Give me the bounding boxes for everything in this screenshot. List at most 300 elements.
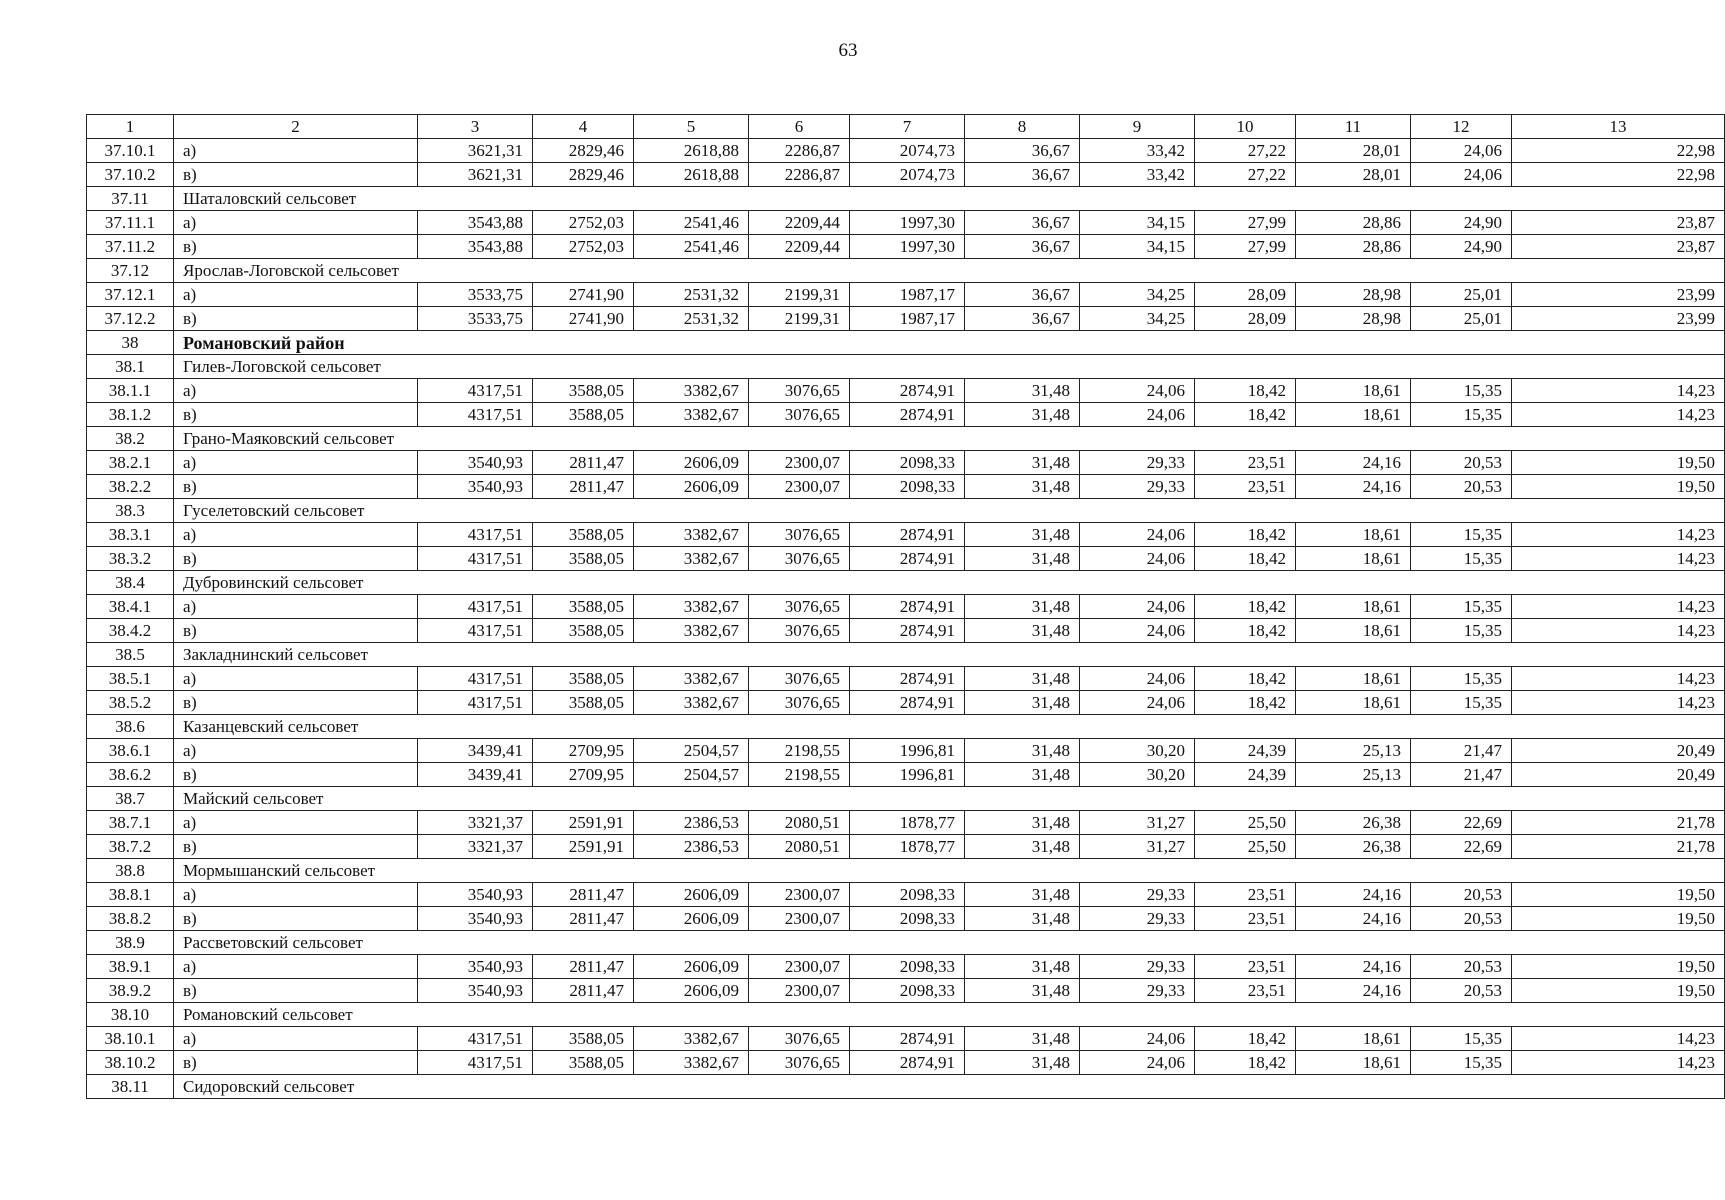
value-cell: 3076,65 (749, 595, 850, 619)
value-cell: 14,23 (1512, 547, 1725, 571)
row-code: 38 (87, 331, 174, 355)
value-cell: 3533,75 (418, 283, 533, 307)
value-cell: 4317,51 (418, 547, 533, 571)
row-code: 38.4.1 (87, 595, 174, 619)
value-cell: 24,06 (1080, 619, 1195, 643)
value-cell: 3076,65 (749, 547, 850, 571)
row-label: а) (174, 667, 418, 691)
value-cell: 3588,05 (533, 619, 634, 643)
value-cell: 14,23 (1512, 403, 1725, 427)
value-cell: 1997,30 (850, 235, 965, 259)
value-cell: 24,06 (1411, 163, 1512, 187)
value-cell: 1996,81 (850, 763, 965, 787)
value-cell: 19,50 (1512, 907, 1725, 931)
value-cell: 24,39 (1195, 763, 1296, 787)
row-label: в) (174, 403, 418, 427)
value-cell: 2080,51 (749, 835, 850, 859)
column-header-12: 12 (1411, 115, 1512, 139)
section-row (87, 499, 1725, 523)
value-cell: 4317,51 (418, 379, 533, 403)
table-row (87, 667, 1725, 691)
value-cell: 15,35 (1411, 1051, 1512, 1075)
value-cell: 29,33 (1080, 451, 1195, 475)
value-cell: 3076,65 (749, 667, 850, 691)
value-cell: 2752,03 (533, 235, 634, 259)
value-cell: 24,06 (1080, 403, 1195, 427)
value-cell: 31,48 (965, 763, 1080, 787)
section-row (87, 859, 1725, 883)
row-code: 38.10.1 (87, 1027, 174, 1051)
value-cell: 2874,91 (850, 403, 965, 427)
value-cell: 28,09 (1195, 307, 1296, 331)
column-header-7: 7 (850, 115, 965, 139)
value-cell: 3382,67 (634, 547, 749, 571)
value-cell: 22,98 (1512, 139, 1725, 163)
value-cell: 18,42 (1195, 1027, 1296, 1051)
value-cell: 2300,07 (749, 475, 850, 499)
value-cell: 2741,90 (533, 307, 634, 331)
value-cell: 20,53 (1411, 979, 1512, 1003)
value-cell: 3588,05 (533, 379, 634, 403)
row-code: 37.12.2 (87, 307, 174, 331)
value-cell: 31,48 (965, 739, 1080, 763)
value-cell: 2198,55 (749, 763, 850, 787)
value-cell: 1878,77 (850, 811, 965, 835)
value-cell: 3543,88 (418, 211, 533, 235)
value-cell: 28,98 (1296, 307, 1411, 331)
row-code: 38.3 (87, 499, 174, 523)
value-cell: 2286,87 (749, 139, 850, 163)
value-cell: 19,50 (1512, 475, 1725, 499)
value-cell: 18,42 (1195, 691, 1296, 715)
row-code: 38.2 (87, 427, 174, 451)
value-cell: 3382,67 (634, 523, 749, 547)
value-cell: 2811,47 (533, 451, 634, 475)
value-cell: 2531,32 (634, 283, 749, 307)
value-cell: 3076,65 (749, 1027, 850, 1051)
value-cell: 3588,05 (533, 523, 634, 547)
value-cell: 27,22 (1195, 163, 1296, 187)
column-header-9: 9 (1080, 115, 1195, 139)
value-cell: 20,49 (1512, 763, 1725, 787)
value-cell: 18,61 (1296, 1051, 1411, 1075)
value-cell: 20,53 (1411, 883, 1512, 907)
value-cell: 24,06 (1080, 691, 1195, 715)
value-cell: 2199,31 (749, 307, 850, 331)
table-row (87, 763, 1725, 787)
value-cell: 29,33 (1080, 955, 1195, 979)
value-cell: 18,61 (1296, 667, 1411, 691)
value-cell: 31,48 (965, 1051, 1080, 1075)
value-cell: 3076,65 (749, 691, 850, 715)
value-cell: 31,48 (965, 835, 1080, 859)
value-cell: 31,48 (965, 451, 1080, 475)
value-cell: 2300,07 (749, 907, 850, 931)
value-cell: 2829,46 (533, 163, 634, 187)
value-cell: 3543,88 (418, 235, 533, 259)
value-cell: 3540,93 (418, 907, 533, 931)
value-cell: 18,42 (1195, 523, 1296, 547)
value-cell: 2752,03 (533, 211, 634, 235)
table-row (87, 379, 1725, 403)
value-cell: 25,01 (1411, 307, 1512, 331)
value-cell: 2098,33 (850, 907, 965, 931)
section-title: Гуселетовский сельсовет (174, 499, 1725, 523)
row-label: в) (174, 619, 418, 643)
row-code: 38.7 (87, 787, 174, 811)
value-cell: 3540,93 (418, 883, 533, 907)
row-label: а) (174, 283, 418, 307)
column-header-3: 3 (418, 115, 533, 139)
row-label: а) (174, 451, 418, 475)
value-cell: 15,35 (1411, 691, 1512, 715)
row-label: в) (174, 979, 418, 1003)
value-cell: 25,13 (1296, 763, 1411, 787)
value-cell: 3540,93 (418, 955, 533, 979)
row-code: 38.1 (87, 355, 174, 379)
column-header-4: 4 (533, 115, 634, 139)
value-cell: 31,48 (965, 883, 1080, 907)
section-title: Мормышанский сельсовет (174, 859, 1725, 883)
value-cell: 30,20 (1080, 739, 1195, 763)
value-cell: 23,51 (1195, 955, 1296, 979)
value-cell: 31,48 (965, 907, 1080, 931)
section-row (87, 931, 1725, 955)
value-cell: 3382,67 (634, 1027, 749, 1051)
value-cell: 24,06 (1080, 523, 1195, 547)
value-cell: 36,67 (965, 307, 1080, 331)
value-cell: 2829,46 (533, 139, 634, 163)
row-label: а) (174, 379, 418, 403)
value-cell: 24,16 (1296, 475, 1411, 499)
value-cell: 21,47 (1411, 763, 1512, 787)
value-cell: 2811,47 (533, 907, 634, 931)
value-cell: 20,53 (1411, 475, 1512, 499)
value-cell: 23,51 (1195, 451, 1296, 475)
row-label: в) (174, 907, 418, 931)
section-title: Шаталовский сельсовет (174, 187, 1725, 211)
value-cell: 15,35 (1411, 1027, 1512, 1051)
section-title: Рассветовский сельсовет (174, 931, 1725, 955)
value-cell: 2504,57 (634, 763, 749, 787)
value-cell: 36,67 (965, 163, 1080, 187)
section-row (87, 355, 1725, 379)
section-title: Дубровинский сельсовет (174, 571, 1725, 595)
value-cell: 24,06 (1411, 139, 1512, 163)
value-cell: 2606,09 (634, 451, 749, 475)
value-cell: 2874,91 (850, 595, 965, 619)
table-row (87, 211, 1725, 235)
value-cell: 29,33 (1080, 979, 1195, 1003)
section-title: Сидоровский сельсовет (174, 1075, 1725, 1099)
table-row (87, 283, 1725, 307)
value-cell: 2504,57 (634, 739, 749, 763)
value-cell: 4317,51 (418, 595, 533, 619)
value-cell: 2098,33 (850, 451, 965, 475)
value-cell: 2098,33 (850, 475, 965, 499)
value-cell: 2591,91 (533, 811, 634, 835)
table-row (87, 235, 1725, 259)
value-cell: 3382,67 (634, 619, 749, 643)
value-cell: 2386,53 (634, 811, 749, 835)
value-cell: 22,69 (1411, 811, 1512, 835)
row-code: 38.10 (87, 1003, 174, 1027)
value-cell: 4317,51 (418, 619, 533, 643)
value-cell: 22,69 (1411, 835, 1512, 859)
row-label: в) (174, 235, 418, 259)
value-cell: 24,90 (1411, 235, 1512, 259)
value-cell: 2811,47 (533, 883, 634, 907)
value-cell: 4317,51 (418, 667, 533, 691)
value-cell: 3533,75 (418, 307, 533, 331)
value-cell: 31,48 (965, 955, 1080, 979)
value-cell: 18,61 (1296, 523, 1411, 547)
column-header-10: 10 (1195, 115, 1296, 139)
row-code: 38.8 (87, 859, 174, 883)
value-cell: 31,48 (965, 379, 1080, 403)
table-row (87, 523, 1725, 547)
value-cell: 34,25 (1080, 283, 1195, 307)
value-cell: 4317,51 (418, 1051, 533, 1075)
value-cell: 2098,33 (850, 883, 965, 907)
row-code: 38.8.2 (87, 907, 174, 931)
value-cell: 2098,33 (850, 955, 965, 979)
column-header-8: 8 (965, 115, 1080, 139)
value-cell: 2811,47 (533, 955, 634, 979)
value-cell: 2300,07 (749, 955, 850, 979)
value-cell: 19,50 (1512, 883, 1725, 907)
table-row (87, 691, 1725, 715)
value-cell: 18,42 (1195, 403, 1296, 427)
value-cell: 27,99 (1195, 211, 1296, 235)
value-cell: 4317,51 (418, 523, 533, 547)
table-row (87, 403, 1725, 427)
value-cell: 3588,05 (533, 1027, 634, 1051)
value-cell: 2874,91 (850, 379, 965, 403)
row-code: 38.4 (87, 571, 174, 595)
value-cell: 27,22 (1195, 139, 1296, 163)
column-header-2: 2 (174, 115, 418, 139)
value-cell: 1987,17 (850, 307, 965, 331)
value-cell: 15,35 (1411, 667, 1512, 691)
table-row (87, 475, 1725, 499)
value-cell: 2541,46 (634, 235, 749, 259)
value-cell: 31,27 (1080, 811, 1195, 835)
value-cell: 19,50 (1512, 955, 1725, 979)
value-cell: 2709,95 (533, 763, 634, 787)
row-code: 38.1.1 (87, 379, 174, 403)
value-cell: 18,61 (1296, 403, 1411, 427)
value-cell: 3076,65 (749, 619, 850, 643)
district-title: Романовский район (174, 331, 1725, 355)
value-cell: 24,39 (1195, 739, 1296, 763)
value-cell: 3382,67 (634, 595, 749, 619)
value-cell: 2874,91 (850, 547, 965, 571)
value-cell: 29,33 (1080, 907, 1195, 931)
value-cell: 2591,91 (533, 835, 634, 859)
value-cell: 2618,88 (634, 139, 749, 163)
row-code: 37.12 (87, 259, 174, 283)
value-cell: 2074,73 (850, 139, 965, 163)
value-cell: 2198,55 (749, 739, 850, 763)
section-title: Казанцевский сельсовет (174, 715, 1725, 739)
section-title: Ярослав-Логовской сельсовет (174, 259, 1725, 283)
value-cell: 18,61 (1296, 547, 1411, 571)
row-code: 38.5.1 (87, 667, 174, 691)
value-cell: 3076,65 (749, 523, 850, 547)
value-cell: 28,01 (1296, 163, 1411, 187)
row-code: 38.7.1 (87, 811, 174, 835)
value-cell: 24,06 (1080, 1027, 1195, 1051)
value-cell: 2811,47 (533, 475, 634, 499)
row-code: 38.3.2 (87, 547, 174, 571)
table-row (87, 907, 1725, 931)
table-row (87, 547, 1725, 571)
value-cell: 2209,44 (749, 235, 850, 259)
value-cell: 3382,67 (634, 1051, 749, 1075)
value-cell: 15,35 (1411, 595, 1512, 619)
table-row (87, 1051, 1725, 1075)
value-cell: 14,23 (1512, 667, 1725, 691)
value-cell: 3076,65 (749, 379, 850, 403)
row-code: 38.10.2 (87, 1051, 174, 1075)
value-cell: 15,35 (1411, 523, 1512, 547)
value-cell: 25,50 (1195, 835, 1296, 859)
value-cell: 18,61 (1296, 379, 1411, 403)
table-header (87, 115, 1725, 139)
value-cell: 24,06 (1080, 547, 1195, 571)
value-cell: 2741,90 (533, 283, 634, 307)
value-cell: 3588,05 (533, 1051, 634, 1075)
value-cell: 3076,65 (749, 403, 850, 427)
column-header-11: 11 (1296, 115, 1411, 139)
value-cell: 1987,17 (850, 283, 965, 307)
value-cell: 21,78 (1512, 811, 1725, 835)
value-cell: 15,35 (1411, 403, 1512, 427)
value-cell: 2386,53 (634, 835, 749, 859)
value-cell: 18,61 (1296, 1027, 1411, 1051)
row-label: а) (174, 1027, 418, 1051)
value-cell: 2300,07 (749, 979, 850, 1003)
table-body (87, 139, 1725, 1099)
value-cell: 34,15 (1080, 235, 1195, 259)
value-cell: 31,48 (965, 547, 1080, 571)
value-cell: 3540,93 (418, 475, 533, 499)
row-label: а) (174, 523, 418, 547)
row-code: 38.8.1 (87, 883, 174, 907)
value-cell: 18,61 (1296, 619, 1411, 643)
value-cell: 23,51 (1195, 979, 1296, 1003)
value-cell: 28,86 (1296, 235, 1411, 259)
row-code: 38.7.2 (87, 835, 174, 859)
row-label: в) (174, 163, 418, 187)
value-cell: 36,67 (965, 211, 1080, 235)
value-cell: 3076,65 (749, 1051, 850, 1075)
value-cell: 18,42 (1195, 379, 1296, 403)
value-cell: 21,78 (1512, 835, 1725, 859)
table-row (87, 1027, 1725, 1051)
value-cell: 2300,07 (749, 451, 850, 475)
section-row (87, 1003, 1725, 1027)
value-cell: 2199,31 (749, 283, 850, 307)
value-cell: 29,33 (1080, 475, 1195, 499)
value-cell: 28,01 (1296, 139, 1411, 163)
value-cell: 20,49 (1512, 739, 1725, 763)
column-header-13: 13 (1512, 115, 1725, 139)
value-cell: 1996,81 (850, 739, 965, 763)
row-code: 38.1.2 (87, 403, 174, 427)
table-row (87, 307, 1725, 331)
row-code: 38.6 (87, 715, 174, 739)
value-cell: 21,47 (1411, 739, 1512, 763)
table-row (87, 619, 1725, 643)
value-cell: 31,27 (1080, 835, 1195, 859)
value-cell: 1878,77 (850, 835, 965, 859)
value-cell: 15,35 (1411, 547, 1512, 571)
row-code: 38.4.2 (87, 619, 174, 643)
column-header-6: 6 (749, 115, 850, 139)
value-cell: 24,16 (1296, 955, 1411, 979)
column-header-1: 1 (87, 115, 174, 139)
table-row (87, 811, 1725, 835)
page-number: 63 (838, 40, 858, 61)
value-cell: 23,99 (1512, 283, 1725, 307)
value-cell: 20,53 (1411, 907, 1512, 931)
value-cell: 34,15 (1080, 211, 1195, 235)
value-cell: 3321,37 (418, 835, 533, 859)
row-code: 38.6.1 (87, 739, 174, 763)
value-cell: 3382,67 (634, 403, 749, 427)
value-cell: 23,51 (1195, 907, 1296, 931)
section-row (87, 427, 1725, 451)
value-cell: 24,90 (1411, 211, 1512, 235)
table-row (87, 595, 1725, 619)
value-cell: 3382,67 (634, 379, 749, 403)
value-cell: 2209,44 (749, 211, 850, 235)
value-cell: 24,06 (1080, 667, 1195, 691)
value-cell: 2874,91 (850, 691, 965, 715)
value-cell: 2606,09 (634, 907, 749, 931)
value-cell: 31,48 (965, 691, 1080, 715)
row-label: в) (174, 835, 418, 859)
value-cell: 30,20 (1080, 763, 1195, 787)
value-cell: 24,16 (1296, 883, 1411, 907)
row-code: 38.2.1 (87, 451, 174, 475)
value-cell: 2300,07 (749, 883, 850, 907)
tariff-table (86, 114, 1725, 1099)
value-cell: 3621,31 (418, 163, 533, 187)
value-cell: 2541,46 (634, 211, 749, 235)
row-label: в) (174, 691, 418, 715)
value-cell: 18,42 (1195, 595, 1296, 619)
table-row (87, 883, 1725, 907)
row-code: 37.10.1 (87, 139, 174, 163)
section-title: Гилев-Логовской сельсовет (174, 355, 1725, 379)
table-row (87, 139, 1725, 163)
row-code: 38.5 (87, 643, 174, 667)
value-cell: 31,48 (965, 595, 1080, 619)
value-cell: 2606,09 (634, 955, 749, 979)
value-cell: 2874,91 (850, 1051, 965, 1075)
value-cell: 4317,51 (418, 403, 533, 427)
value-cell: 18,42 (1195, 667, 1296, 691)
value-cell: 14,23 (1512, 619, 1725, 643)
value-cell: 3588,05 (533, 547, 634, 571)
value-cell: 19,50 (1512, 451, 1725, 475)
row-label: а) (174, 955, 418, 979)
value-cell: 2606,09 (634, 475, 749, 499)
row-label: а) (174, 211, 418, 235)
